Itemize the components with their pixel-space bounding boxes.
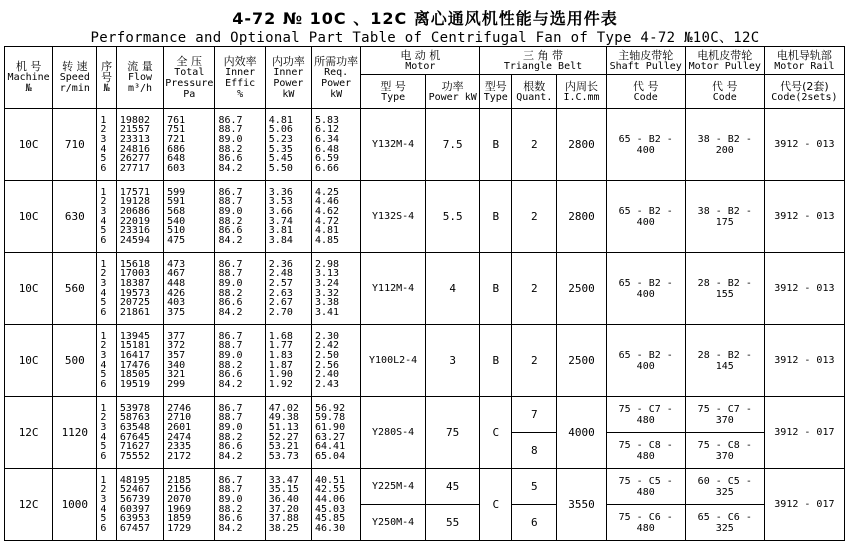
cell-motor-power: 75 bbox=[425, 397, 479, 469]
cell-belt-ic: 3550 bbox=[557, 469, 606, 541]
cell-motor-pulley-code: 28 - B2 - 145 bbox=[685, 325, 764, 397]
cell-motor-type: Y112M-4 bbox=[361, 253, 426, 325]
cell-motor-type: Y132S-4 bbox=[361, 181, 426, 253]
cell-motor-type: Y225M-4 bbox=[361, 469, 426, 505]
cell-belt-quant: 6 bbox=[512, 505, 557, 541]
cell-belt-ic: 2500 bbox=[557, 325, 606, 397]
cell-req-power: 4.25 4.46 4.62 4.72 4.81 4.85 bbox=[311, 181, 360, 253]
cell-belt-ic: 4000 bbox=[557, 397, 606, 469]
header-motor-type: 型 号 Type bbox=[361, 75, 426, 109]
cell-motor-pulley-code: 38 - B2 - 200 bbox=[685, 109, 764, 181]
table-row bbox=[5, 109, 845, 181]
cell-shaft-code: 75 - C6 - 480 bbox=[606, 505, 685, 541]
cell-motor-pulley-code: 60 - C5 - 325 bbox=[685, 469, 764, 505]
cell-motor-type: Y132M-4 bbox=[361, 109, 426, 181]
cell-speed: 710 bbox=[53, 109, 97, 181]
cell-motor-power: 5.5 bbox=[425, 181, 479, 253]
cell-efficiency: 86.7 88.7 89.0 88.2 86.6 84.2 bbox=[215, 181, 265, 253]
cell-req-power: 40.51 42.55 44.06 45.03 45.85 46.30 bbox=[311, 469, 360, 541]
cell-speed: 500 bbox=[53, 325, 97, 397]
cell-seq: 1 2 3 4 5 6 bbox=[97, 253, 117, 325]
header-efficiency: 内效率 Inner Effic % bbox=[215, 47, 265, 109]
header-rail-code: 代号(2套) Code(2sets) bbox=[764, 75, 844, 109]
cell-flow: 53978 58763 63548 67645 71627 75552 bbox=[116, 397, 163, 469]
cell-pressure: 2746 2710 2601 2474 2335 2172 bbox=[164, 397, 215, 469]
cell-rail-code: 3912 - 017 bbox=[764, 397, 844, 469]
cell-rail-code: 3912 - 013 bbox=[764, 109, 844, 181]
cell-belt-type: B bbox=[480, 253, 512, 325]
cell-flow: 17571 19128 20686 22019 23316 24594 bbox=[116, 181, 163, 253]
cell-inner-power: 47.02 49.38 51.13 52.27 53.21 53.73 bbox=[265, 397, 311, 469]
cell-belt-quant: 2 bbox=[512, 109, 557, 181]
cell-efficiency: 86.7 88.7 89.0 88.2 86.6 84.2 bbox=[215, 469, 265, 541]
cell-efficiency: 86.7 88.7 89.0 88.2 86.6 84.2 bbox=[215, 325, 265, 397]
header-shaft-code: 代 号 Code bbox=[606, 75, 685, 109]
title-english: Performance and Optional Part Table of Centrifugal Fan of Type 4-72 №10C、12C bbox=[90, 30, 760, 46]
cell-motor-power: 7.5 bbox=[425, 109, 479, 181]
cell-machine: 10C bbox=[5, 181, 53, 253]
cell-belt-quant: 2 bbox=[512, 325, 557, 397]
cell-inner-power: 4.81 5.06 5.23 5.35 5.45 5.50 bbox=[265, 109, 311, 181]
cell-machine: 10C bbox=[5, 253, 53, 325]
cell-speed: 1000 bbox=[53, 469, 97, 541]
cell-machine: 12C bbox=[5, 469, 53, 541]
cell-motor-power: 4 bbox=[425, 253, 479, 325]
cell-flow: 13945 15181 16417 17476 18505 19519 bbox=[116, 325, 163, 397]
cell-machine: 12C bbox=[5, 397, 53, 469]
cell-belt-quant: 8 bbox=[512, 433, 557, 469]
cell-rail-code: 3912 - 013 bbox=[764, 325, 844, 397]
cell-inner-power: 2.36 2.48 2.57 2.63 2.67 2.70 bbox=[265, 253, 311, 325]
cell-speed: 560 bbox=[53, 253, 97, 325]
cell-motor-pulley-code: 75 - C7 - 370 bbox=[685, 397, 764, 433]
table-row bbox=[5, 397, 845, 433]
cell-seq: 1 2 3 4 5 6 bbox=[97, 469, 117, 541]
cell-belt-quant: 2 bbox=[512, 181, 557, 253]
cell-belt-ic: 2800 bbox=[557, 109, 606, 181]
cell-belt-quant: 7 bbox=[512, 397, 557, 433]
header-belt-quant: 根数 Quant. bbox=[512, 75, 557, 109]
cell-req-power: 2.98 3.13 3.24 3.32 3.38 3.41 bbox=[311, 253, 360, 325]
cell-pressure: 2185 2156 2070 1969 1859 1729 bbox=[164, 469, 215, 541]
cell-rail-code: 3912 - 013 bbox=[764, 253, 844, 325]
cell-belt-ic: 2500 bbox=[557, 253, 606, 325]
cell-seq: 1 2 3 4 5 6 bbox=[97, 109, 117, 181]
cell-efficiency: 86.7 88.7 89.0 88.2 86.6 84.2 bbox=[215, 253, 265, 325]
cell-belt-type: B bbox=[480, 181, 512, 253]
cell-motor-power: 55 bbox=[425, 505, 479, 541]
header-req-power: 所需功率 Req. Power kW bbox=[311, 47, 360, 109]
performance-table bbox=[4, 46, 845, 541]
header-machine: 机 号 Machine № bbox=[5, 47, 53, 109]
cell-motor-pulley-code: 38 - B2 - 175 bbox=[685, 181, 764, 253]
table-row bbox=[5, 469, 845, 505]
header-belt: 三 角 带 Triangle Belt bbox=[480, 47, 606, 75]
cell-req-power: 2.30 2.42 2.50 2.56 2.40 2.43 bbox=[311, 325, 360, 397]
cell-motor-type: Y250M-4 bbox=[361, 505, 426, 541]
cell-speed: 630 bbox=[53, 181, 97, 253]
header-motor-pulley: 电机皮带轮 Motor Pulley bbox=[685, 47, 764, 75]
cell-machine: 10C bbox=[5, 325, 53, 397]
header-motor-power: 功率 Power kW bbox=[425, 75, 479, 109]
cell-req-power: 5.83 6.12 6.34 6.48 6.59 6.66 bbox=[311, 109, 360, 181]
cell-shaft-code: 65 - B2 - 400 bbox=[606, 253, 685, 325]
cell-motor-power: 45 bbox=[425, 469, 479, 505]
cell-motor-power: 3 bbox=[425, 325, 479, 397]
cell-belt-type: C bbox=[480, 397, 512, 469]
cell-efficiency: 86.7 88.7 89.0 88.2 86.6 84.2 bbox=[215, 109, 265, 181]
cell-machine: 10C bbox=[5, 109, 53, 181]
cell-flow: 19802 21557 23313 24816 26277 27717 bbox=[116, 109, 163, 181]
cell-flow: 48195 52467 56739 60397 63953 67457 bbox=[116, 469, 163, 541]
cell-belt-quant: 5 bbox=[512, 469, 557, 505]
cell-pressure: 473 467 448 426 403 375 bbox=[164, 253, 215, 325]
table-row bbox=[5, 181, 845, 253]
header-motor: 电 动 机 Motor bbox=[361, 47, 480, 75]
cell-motor-pulley-code: 28 - B2 - 155 bbox=[685, 253, 764, 325]
cell-seq: 1 2 3 4 5 6 bbox=[97, 397, 117, 469]
cell-shaft-code: 65 - B2 - 400 bbox=[606, 181, 685, 253]
header-inner-power: 内功率 Inner Power kW bbox=[265, 47, 311, 109]
title-chinese: 4-72 № 10C 、12C 离心通风机性能与选用件表 bbox=[232, 9, 618, 28]
cell-motor-pulley-code: 65 - C6 - 325 bbox=[685, 505, 764, 541]
cell-shaft-code: 65 - B2 - 400 bbox=[606, 109, 685, 181]
cell-belt-type: B bbox=[480, 109, 512, 181]
cell-motor-type: Y100L2-4 bbox=[361, 325, 426, 397]
header-belt-type: 型号 Type bbox=[480, 75, 512, 109]
cell-rail-code: 3912 - 013 bbox=[764, 181, 844, 253]
header-pressure: 全 压 Total Pressure Pa bbox=[164, 47, 215, 109]
header-motor-rail: 电机导轨部 Motor Rail bbox=[764, 47, 844, 75]
cell-req-power: 56.92 59.78 61.90 63.27 64.41 65.04 bbox=[311, 397, 360, 469]
cell-belt-type: C bbox=[480, 469, 512, 541]
cell-seq: 1 2 3 4 5 6 bbox=[97, 325, 117, 397]
cell-belt-quant: 2 bbox=[512, 253, 557, 325]
header-belt-ic: 内周长 I.C.mm bbox=[557, 75, 606, 109]
cell-seq: 1 2 3 4 5 6 bbox=[97, 181, 117, 253]
header-motor-pulley-code: 代 号 Code bbox=[685, 75, 764, 109]
table-row bbox=[5, 325, 845, 397]
cell-pressure: 599 591 568 540 510 475 bbox=[164, 181, 215, 253]
cell-inner-power: 33.47 35.15 36.40 37.20 37.88 38.25 bbox=[265, 469, 311, 541]
cell-belt-type: B bbox=[480, 325, 512, 397]
cell-motor-pulley-code: 75 - C8 - 370 bbox=[685, 433, 764, 469]
cell-shaft-code: 65 - B2 - 400 bbox=[606, 325, 685, 397]
cell-pressure: 761 751 721 686 648 603 bbox=[164, 109, 215, 181]
cell-shaft-code: 75 - C7 - 480 bbox=[606, 397, 685, 433]
header-speed: 转 速 Speed r/min bbox=[53, 47, 97, 109]
cell-rail-code: 3912 - 017 bbox=[764, 469, 844, 541]
header-flow: 流 量 Flow m³/h bbox=[116, 47, 163, 109]
cell-pressure: 377 372 357 340 321 299 bbox=[164, 325, 215, 397]
table-row bbox=[5, 253, 845, 325]
cell-flow: 15618 17003 18387 19573 20725 21861 bbox=[116, 253, 163, 325]
cell-inner-power: 3.36 3.53 3.66 3.74 3.81 3.84 bbox=[265, 181, 311, 253]
header-seq: 序 号 № bbox=[97, 47, 117, 109]
cell-inner-power: 1.68 1.77 1.83 1.87 1.90 1.92 bbox=[265, 325, 311, 397]
cell-belt-ic: 2800 bbox=[557, 181, 606, 253]
cell-shaft-code: 75 - C8 - 480 bbox=[606, 433, 685, 469]
cell-motor-type: Y280S-4 bbox=[361, 397, 426, 469]
cell-shaft-code: 75 - C5 - 480 bbox=[606, 469, 685, 505]
header-row-1 bbox=[5, 47, 845, 75]
cell-efficiency: 86.7 88.7 89.0 88.2 86.6 84.2 bbox=[215, 397, 265, 469]
cell-speed: 1120 bbox=[53, 397, 97, 469]
header-shaft-pulley: 主轴皮带轮 Shaft Pulley bbox=[606, 47, 685, 75]
